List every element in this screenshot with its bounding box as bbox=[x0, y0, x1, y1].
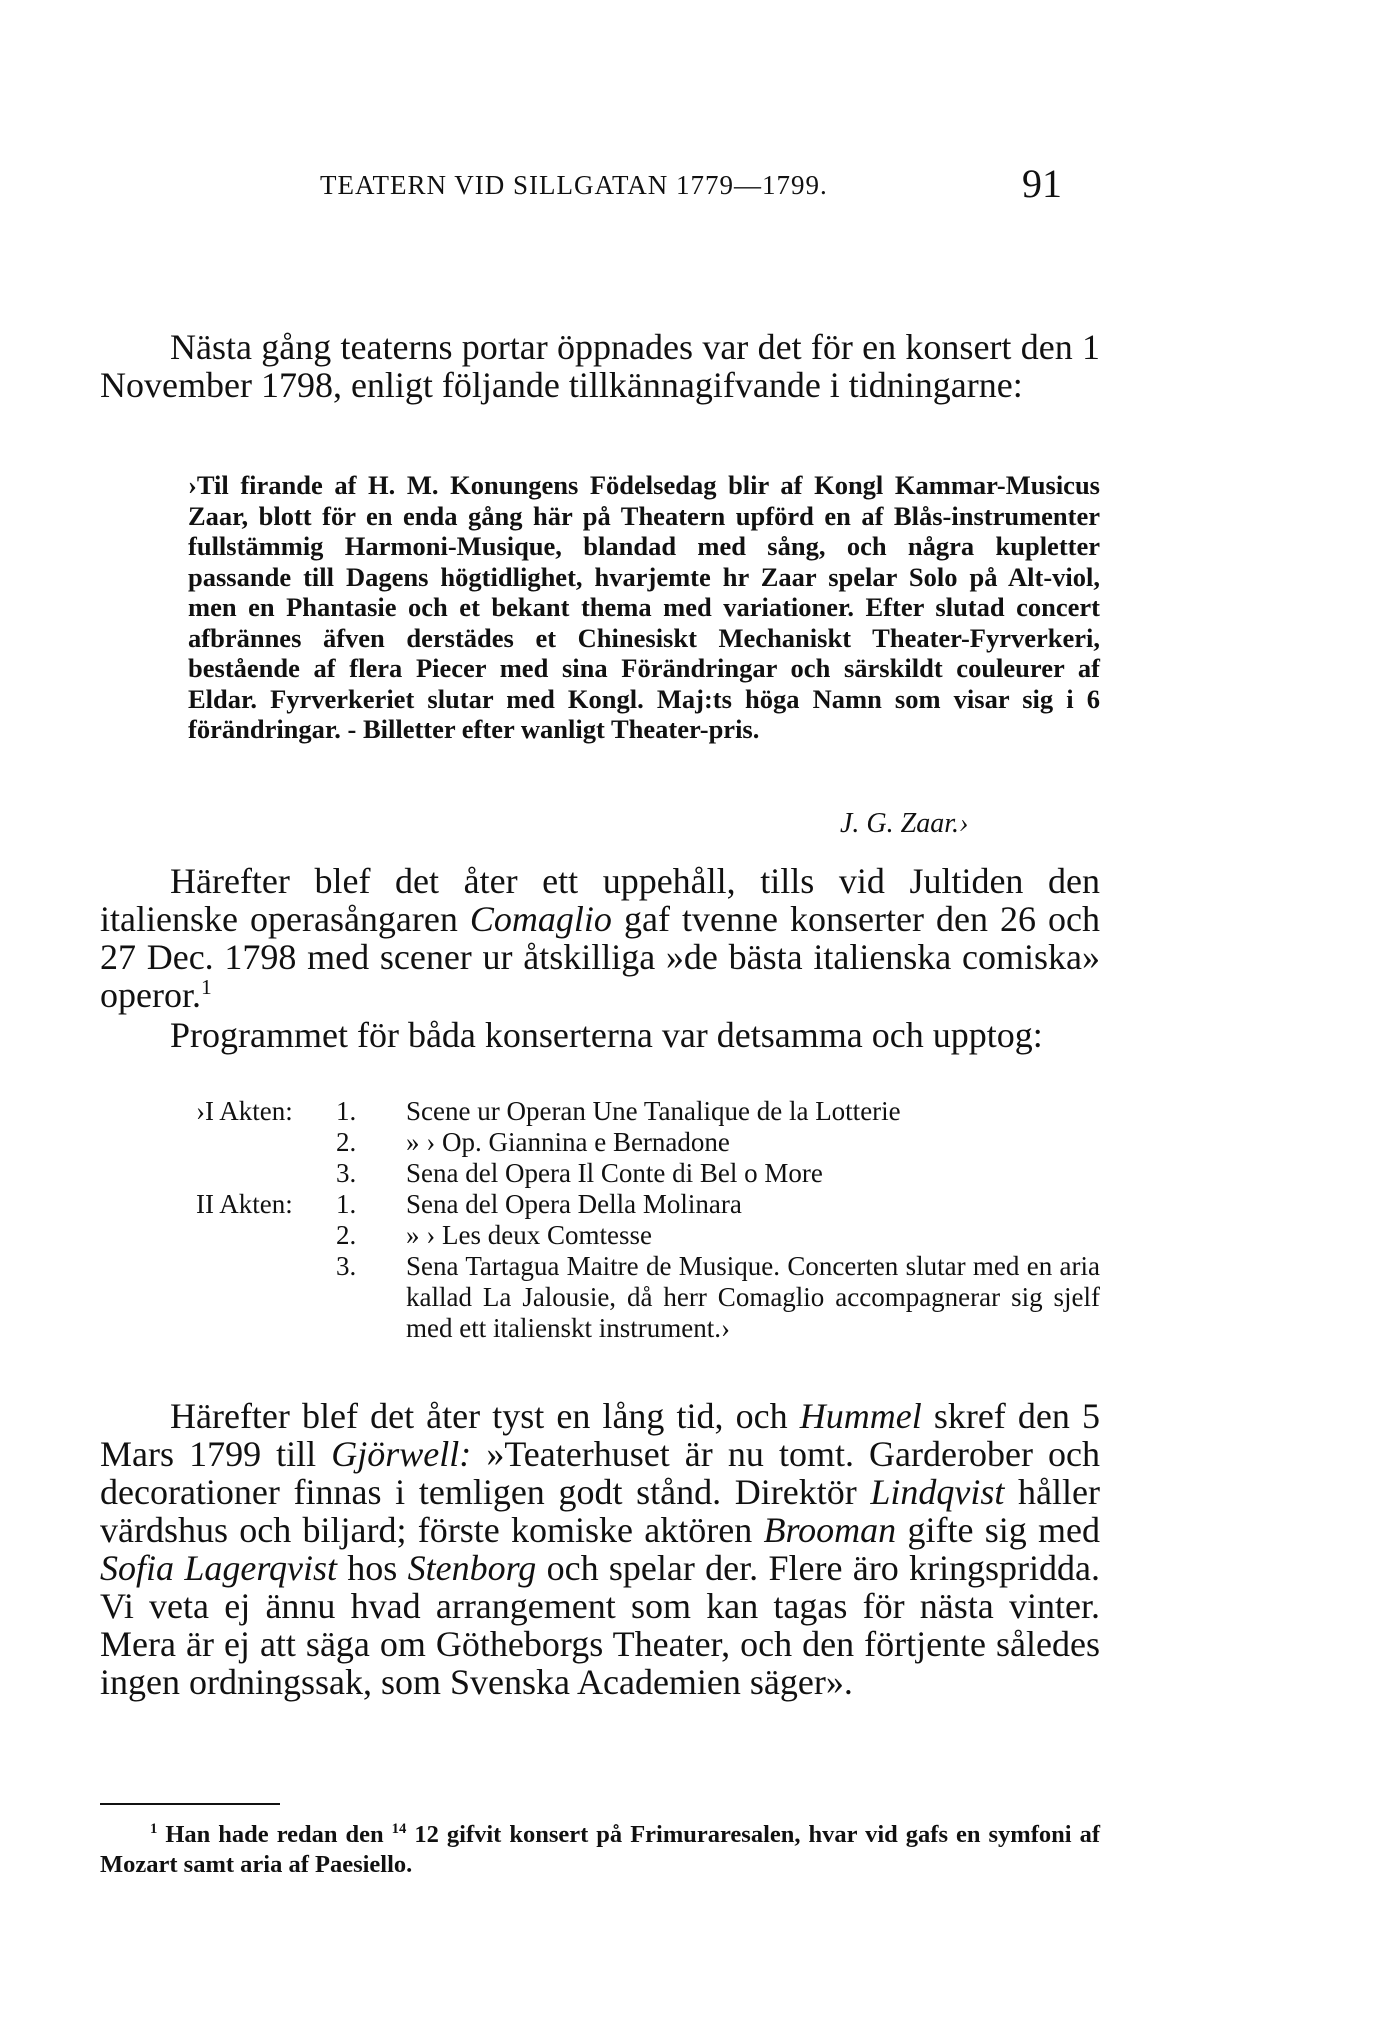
program-number: 1. bbox=[336, 1096, 357, 1126]
footnote bbox=[100, 1820, 1100, 1880]
program-item: Sena Tartagua Maitre de Musique. Concerten slutar med en aria kallad La Jalousie, då herr Comaglio accompagnerar sig sjelf med ett italienskt instrument.› bbox=[406, 1251, 1100, 1343]
text-segment: gifte sig med bbox=[896, 1510, 1100, 1550]
program-row bbox=[196, 1220, 1100, 1251]
paragraph-intro: Nästa gång teaterns portar öppnades var det för en konsert den 1 November 1798, enligt följande tillkännagifvande i tidningarne: bbox=[100, 327, 1100, 405]
page-number: 91 bbox=[1022, 161, 1062, 206]
name-stenborg: Stenborg bbox=[407, 1548, 537, 1588]
program-row bbox=[196, 1251, 1100, 1375]
name-comaglio: Comaglio bbox=[469, 899, 612, 939]
announcement-signature: J. G. Zaar.› bbox=[840, 808, 969, 839]
program-number: 2. bbox=[336, 1220, 357, 1250]
text-segment: hos bbox=[336, 1548, 408, 1588]
text-segment: skref den 5 Mars 1799 till bbox=[100, 1396, 1100, 1474]
footnote-date-superscript: 14 bbox=[391, 1820, 407, 1837]
text-segment: 12 gifvit konsert på Frimuraresalen, hvar vid gafs en symfoni af Mozart samt aria af Paesiello. bbox=[100, 1821, 1100, 1878]
program-row bbox=[196, 1189, 1100, 1220]
paragraph-comaglio bbox=[100, 862, 1100, 1014]
running-head: TEATERN VID SILLGATAN 1779—1799. bbox=[320, 170, 828, 200]
program-number: 1. bbox=[336, 1189, 357, 1219]
program-item: » › Les deux Comtesse bbox=[406, 1220, 652, 1250]
name-brooman: Brooman bbox=[763, 1510, 897, 1550]
text-segment: Han hade redan den bbox=[165, 1821, 392, 1848]
paragraph-hummel bbox=[100, 1397, 1100, 1701]
program-row bbox=[196, 1096, 1100, 1127]
paragraph-program-intro: Programmet för båda konserterna var detsamma och upptog: bbox=[170, 1015, 1043, 1055]
program-number: 2. bbox=[336, 1127, 357, 1157]
program-item: Sena del Opera Della Molinara bbox=[406, 1189, 742, 1219]
footnote-marker: 1 bbox=[150, 1820, 158, 1837]
text-segment: Härefter blef det åter ett uppehåll, tills vid Jultiden den italienske operasångaren bbox=[100, 861, 1100, 939]
program-row bbox=[196, 1158, 1100, 1189]
text-segment: »Teaterhuset är nu tomt. Garderober och decorationer finnas i temligen godt stånd. Direktör bbox=[100, 1434, 1100, 1512]
program-item: Sena del Opera Il Conte di Bel o More bbox=[406, 1158, 823, 1188]
name-lindqvist: Lindqvist bbox=[870, 1472, 1005, 1512]
concert-program bbox=[196, 1096, 1100, 1375]
text-segment: och spelar der. Flere äro kringspridda. Vi veta ej ännu hvad arrangement som kan tagas för nästa vinter. Mera är ej att säga om Götheborgs Theater, och den förtjente således ingen ordningssak, som Svenska Academien säger». bbox=[100, 1548, 1100, 1702]
text-segment: gaf tvenne konserter den 26 och 27 Dec. 1798 med scener ur åtskilliga »de bästa italienska comiska» operor. bbox=[100, 899, 1100, 1015]
footnote-reference[interactable]: 1 bbox=[200, 975, 212, 999]
text-segment: Härefter blef det åter tyst en lång tid, och bbox=[170, 1396, 800, 1436]
program-item: Scene ur Operan Une Tanalique de la Lotterie bbox=[406, 1096, 901, 1126]
name-hummel: Hummel bbox=[799, 1396, 922, 1436]
program-act: II Akten: bbox=[196, 1189, 293, 1219]
program-item: » › Op. Giannina e Bernadone bbox=[406, 1127, 730, 1157]
program-number: 3. bbox=[336, 1158, 357, 1188]
page-header bbox=[100, 160, 1100, 210]
program-row bbox=[196, 1127, 1100, 1158]
newspaper-announcement: ›Til firande af H. M. Konungens Födelsedag blir af Kongl Kammar-Musicus Zaar, blott för en enda gång här på Theatern upförd en af Blås-instrumenter fullstämmig Harmoni-Musique, blandad med sång, och några kupletter passande till Dagens högtidlighet, hvarjemte hr Zaar spelar Solo på Alt-viol, men en Phantasie och et bekant thema med variationer. Efter slutad concert afbrännes äfven derstädes et Chinesiskt Mechaniskt Theater-Fyrverkeri, bestående af flera Piecer med sina Förändringar och särskildt couleurer af Eldar. Fyrverkeriet slutar med Kongl. Maj:ts höga Namn som visar sig i 6 förändringar. - Billetter efter wanligt Theater-pris. bbox=[188, 470, 1100, 744]
name-sofia-lagerqvist: Sofia Lagerqvist bbox=[100, 1548, 337, 1588]
text-segment: håller värdshus och biljard; förste komiske aktören bbox=[100, 1472, 1100, 1550]
footnote-divider bbox=[100, 1803, 280, 1805]
program-act: ›I Akten: bbox=[196, 1096, 293, 1126]
program-number: 3. bbox=[336, 1251, 357, 1281]
name-gjorwell: Gjörwell: bbox=[331, 1434, 472, 1474]
